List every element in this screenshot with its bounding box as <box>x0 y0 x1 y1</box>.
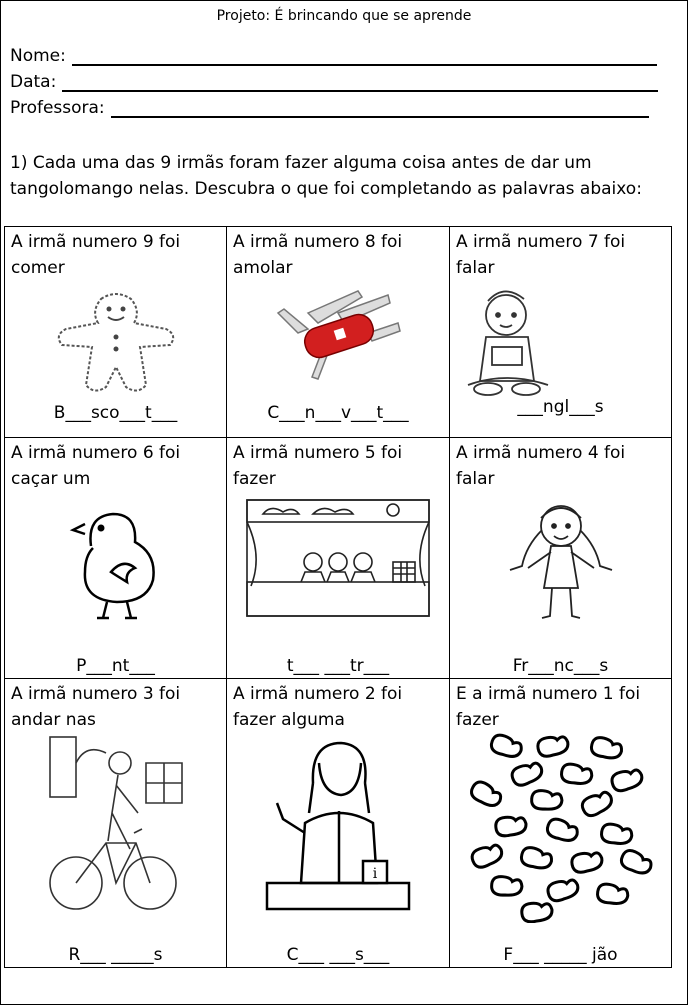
bean-shape <box>600 823 633 846</box>
cell-word: t___ ___tr___ <box>286 656 390 676</box>
name-line[interactable] <box>72 48 657 66</box>
bean-shape <box>495 816 527 837</box>
activity-grid <box>4 226 672 968</box>
date-label: Data: <box>10 72 57 92</box>
braided-girl-icon <box>450 496 671 626</box>
bean-shape <box>530 790 562 811</box>
cell-title: A irmã numero 3 foi andar nas <box>11 684 181 730</box>
name-label: Nome: <box>10 46 66 66</box>
beans-icon <box>450 733 671 923</box>
date-field <box>10 72 658 92</box>
bean-shape <box>596 883 629 906</box>
bean-shape <box>546 877 580 903</box>
cell-word: Fr___nc___s <box>512 656 609 676</box>
bean-shape <box>610 767 644 793</box>
bean-shape <box>519 846 553 872</box>
cell-word: B___sco___t___ <box>53 403 178 423</box>
presenter-woman-icon <box>227 733 449 913</box>
cell-title: A irmã numero 9 foi comer <box>11 232 181 278</box>
bean-shape <box>560 763 593 786</box>
cell-2 <box>227 679 450 968</box>
cell-word: F___ _____ jão <box>503 945 618 965</box>
teacher-label: Professora: <box>10 98 105 118</box>
cell-word: C___n___v___t___ <box>267 403 409 423</box>
bean-shape <box>489 733 524 760</box>
gingerbread-man-icon <box>5 289 226 399</box>
svg-text:i: i <box>372 866 378 882</box>
chick-icon <box>5 502 226 622</box>
cell-title: A irmã numero 4 foi falar <box>456 443 626 489</box>
question-text: 1) Cada uma das 9 irmãs foram fazer alguma coisa antes de dar um tangolomango nelas. Descubra o que foi completando as palavras abaixo: <box>10 153 642 199</box>
cell-title: E a irmã numero 1 foi fazer <box>456 684 641 730</box>
cell-4 <box>450 438 672 679</box>
cell-word: ___ngl___s <box>517 397 604 417</box>
bean-shape <box>618 848 653 877</box>
bean-shape <box>589 736 623 762</box>
bean-shape <box>570 850 603 873</box>
teacher-field <box>10 98 649 118</box>
cell-8 <box>227 227 450 438</box>
cell-title: A irmã numero 2 foi fazer alguma <box>233 684 403 730</box>
puppet-theater-icon <box>227 496 449 620</box>
bean-shape <box>536 734 569 757</box>
bean-shape <box>509 760 544 788</box>
name-field <box>10 46 657 66</box>
cell-title: A irmã numero 6 foi caçar um <box>11 443 181 489</box>
project-title: Projeto: É brincando que se aprende <box>216 8 472 24</box>
teacher-line[interactable] <box>111 100 649 118</box>
cell-1 <box>450 679 672 968</box>
bean-shape <box>490 876 522 897</box>
cell-9 <box>5 227 227 438</box>
cell-7 <box>450 227 672 438</box>
pocket-knife-icon <box>227 283 449 383</box>
date-line[interactable] <box>62 74 658 92</box>
bean-shape <box>545 817 580 845</box>
cell-title: A irmã numero 5 foi fazer <box>233 443 403 489</box>
cell-title: A irmã numero 7 foi falar <box>456 232 626 278</box>
cell-3 <box>5 679 227 968</box>
cell-5 <box>227 438 450 679</box>
cell-word: R___ _____s <box>68 945 163 965</box>
girl-on-bike-icon <box>5 733 226 923</box>
bean-shape <box>579 789 614 818</box>
bean-shape <box>521 902 553 923</box>
bean-shape <box>469 842 504 870</box>
cell-6 <box>5 438 227 679</box>
cell-title: A irmã numero 8 foi amolar <box>233 232 403 278</box>
bean-shape <box>468 779 503 810</box>
reading-girl-icon <box>450 281 671 401</box>
cell-word: P___nt___ <box>76 656 155 676</box>
cell-word: C___ ___s___ <box>286 945 390 965</box>
